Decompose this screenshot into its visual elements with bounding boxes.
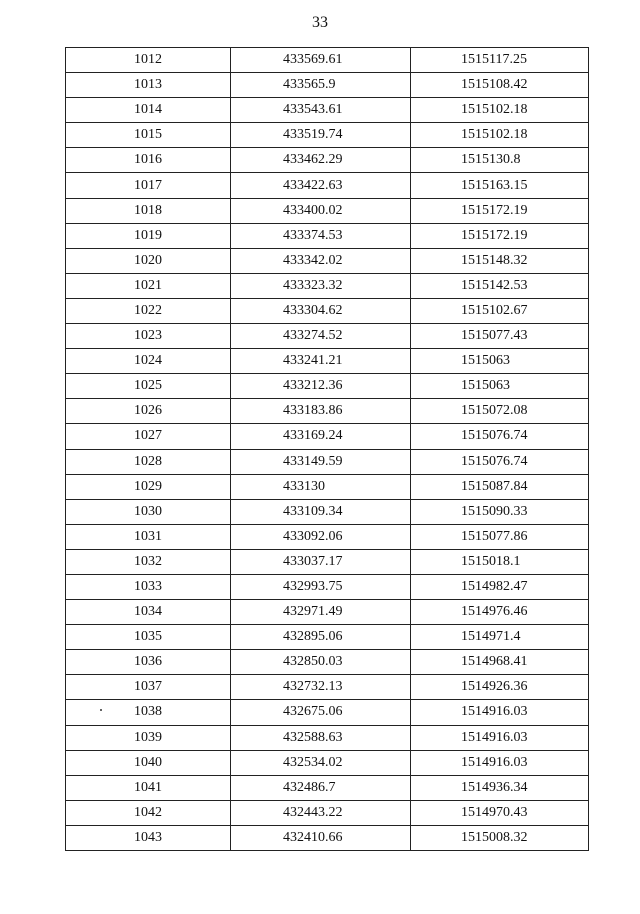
x-coordinate-cell: 433400.02 bbox=[231, 198, 411, 223]
y-coordinate-cell: 1515063 bbox=[411, 349, 589, 374]
table-row bbox=[66, 625, 589, 650]
point-number-cell: 1037 bbox=[66, 675, 231, 700]
point-number-cell: 1016 bbox=[66, 148, 231, 173]
point-number-cell: 1018 bbox=[66, 198, 231, 223]
point-number-cell: 1041 bbox=[66, 775, 231, 800]
table-row bbox=[66, 73, 589, 98]
table-row bbox=[66, 750, 589, 775]
y-coordinate-cell: 1515142.53 bbox=[411, 273, 589, 298]
y-coordinate-cell: 1514968.41 bbox=[411, 650, 589, 675]
y-coordinate-cell: 1515148.32 bbox=[411, 248, 589, 273]
point-number-cell: 1031 bbox=[66, 524, 231, 549]
table-row bbox=[66, 324, 589, 349]
table-row bbox=[66, 198, 589, 223]
y-coordinate-cell: 1515172.19 bbox=[411, 198, 589, 223]
x-coordinate-cell: 433109.34 bbox=[231, 499, 411, 524]
x-coordinate-cell: 433462.29 bbox=[231, 148, 411, 173]
point-number-cell: 1022 bbox=[66, 298, 231, 323]
table-row bbox=[66, 725, 589, 750]
x-coordinate-cell: 433374.53 bbox=[231, 223, 411, 248]
x-coordinate-cell: 433422.63 bbox=[231, 173, 411, 198]
table-row bbox=[66, 273, 589, 298]
table-row bbox=[66, 173, 589, 198]
point-number-cell: 1020 bbox=[66, 248, 231, 273]
x-coordinate-cell: 432486.7 bbox=[231, 775, 411, 800]
x-coordinate-cell: 432732.13 bbox=[231, 675, 411, 700]
x-coordinate-cell: 432410.66 bbox=[231, 825, 411, 850]
x-coordinate-cell: 433212.36 bbox=[231, 374, 411, 399]
table-row bbox=[66, 148, 589, 173]
y-coordinate-cell: 1515117.25 bbox=[411, 48, 589, 73]
point-number-cell: 1035 bbox=[66, 625, 231, 650]
y-coordinate-cell: 1515108.42 bbox=[411, 73, 589, 98]
point-number-cell: 1038 bbox=[66, 700, 231, 725]
point-number-cell: 1036 bbox=[66, 650, 231, 675]
coordinate-table bbox=[65, 47, 589, 851]
y-coordinate-cell: 1515130.8 bbox=[411, 148, 589, 173]
table-row bbox=[66, 800, 589, 825]
point-number-cell: 1019 bbox=[66, 223, 231, 248]
coordinate-table-body bbox=[66, 48, 589, 851]
y-coordinate-cell: 1515090.33 bbox=[411, 499, 589, 524]
table-row bbox=[66, 600, 589, 625]
y-coordinate-cell: 1515102.67 bbox=[411, 298, 589, 323]
scan-speck bbox=[100, 709, 102, 711]
table-row bbox=[66, 474, 589, 499]
table-row bbox=[66, 298, 589, 323]
point-number-cell: 1013 bbox=[66, 73, 231, 98]
y-coordinate-cell: 1515102.18 bbox=[411, 98, 589, 123]
y-coordinate-cell: 1514982.47 bbox=[411, 574, 589, 599]
x-coordinate-cell: 433342.02 bbox=[231, 248, 411, 273]
x-coordinate-cell: 432895.06 bbox=[231, 625, 411, 650]
y-coordinate-cell: 1515076.74 bbox=[411, 424, 589, 449]
point-number-cell: 1023 bbox=[66, 324, 231, 349]
x-coordinate-cell: 433183.86 bbox=[231, 399, 411, 424]
y-coordinate-cell: 1515063 bbox=[411, 374, 589, 399]
point-number-cell: 1043 bbox=[66, 825, 231, 850]
point-number-cell: 1015 bbox=[66, 123, 231, 148]
table-row bbox=[66, 374, 589, 399]
x-coordinate-cell: 433169.24 bbox=[231, 424, 411, 449]
point-number-cell: 1034 bbox=[66, 600, 231, 625]
x-coordinate-cell: 432443.22 bbox=[231, 800, 411, 825]
table-row bbox=[66, 424, 589, 449]
point-number-cell: 1039 bbox=[66, 725, 231, 750]
point-number-cell: 1030 bbox=[66, 499, 231, 524]
x-coordinate-cell: 433569.61 bbox=[231, 48, 411, 73]
point-number-cell: 1027 bbox=[66, 424, 231, 449]
x-coordinate-cell: 433565.9 bbox=[231, 73, 411, 98]
table-row bbox=[66, 499, 589, 524]
table-row bbox=[66, 675, 589, 700]
y-coordinate-cell: 1514916.03 bbox=[411, 750, 589, 775]
point-number-cell: 1014 bbox=[66, 98, 231, 123]
y-coordinate-cell: 1514916.03 bbox=[411, 725, 589, 750]
y-coordinate-cell: 1515077.86 bbox=[411, 524, 589, 549]
point-number-cell: 1032 bbox=[66, 549, 231, 574]
y-coordinate-cell: 1515163.15 bbox=[411, 173, 589, 198]
y-coordinate-cell: 1514971.4 bbox=[411, 625, 589, 650]
y-coordinate-cell: 1515018.1 bbox=[411, 549, 589, 574]
y-coordinate-cell: 1515077.43 bbox=[411, 324, 589, 349]
table-row bbox=[66, 574, 589, 599]
page-number: 33 bbox=[312, 14, 328, 31]
point-number-cell: 1012 bbox=[66, 48, 231, 73]
x-coordinate-cell: 432588.63 bbox=[231, 725, 411, 750]
y-coordinate-cell: 1514970.43 bbox=[411, 800, 589, 825]
table-row bbox=[66, 775, 589, 800]
point-number-cell: 1040 bbox=[66, 750, 231, 775]
point-number-cell: 1024 bbox=[66, 349, 231, 374]
table-row bbox=[66, 123, 589, 148]
x-coordinate-cell: 433149.59 bbox=[231, 449, 411, 474]
point-number-cell: 1028 bbox=[66, 449, 231, 474]
table-row bbox=[66, 700, 589, 725]
y-coordinate-cell: 1514936.34 bbox=[411, 775, 589, 800]
y-coordinate-cell: 1515072.08 bbox=[411, 399, 589, 424]
x-coordinate-cell: 433037.17 bbox=[231, 549, 411, 574]
y-coordinate-cell: 1515087.84 bbox=[411, 474, 589, 499]
point-number-cell: 1025 bbox=[66, 374, 231, 399]
table-row bbox=[66, 98, 589, 123]
table-row bbox=[66, 223, 589, 248]
point-number-cell: 1029 bbox=[66, 474, 231, 499]
x-coordinate-cell: 432850.03 bbox=[231, 650, 411, 675]
y-coordinate-cell: 1515102.18 bbox=[411, 123, 589, 148]
table-row bbox=[66, 248, 589, 273]
y-coordinate-cell: 1514976.46 bbox=[411, 600, 589, 625]
x-coordinate-cell: 432534.02 bbox=[231, 750, 411, 775]
y-coordinate-cell: 1515008.32 bbox=[411, 825, 589, 850]
table-row bbox=[66, 549, 589, 574]
point-number-cell: 1033 bbox=[66, 574, 231, 599]
x-coordinate-cell: 432675.06 bbox=[231, 700, 411, 725]
y-coordinate-cell: 1515172.19 bbox=[411, 223, 589, 248]
table-row bbox=[66, 449, 589, 474]
table-row bbox=[66, 48, 589, 73]
table-row bbox=[66, 349, 589, 374]
x-coordinate-cell: 433543.61 bbox=[231, 98, 411, 123]
table-row bbox=[66, 825, 589, 850]
y-coordinate-cell: 1514916.03 bbox=[411, 700, 589, 725]
x-coordinate-cell: 433241.21 bbox=[231, 349, 411, 374]
y-coordinate-cell: 1515076.74 bbox=[411, 449, 589, 474]
table-row bbox=[66, 399, 589, 424]
x-coordinate-cell: 433274.52 bbox=[231, 324, 411, 349]
point-number-cell: 1042 bbox=[66, 800, 231, 825]
x-coordinate-cell: 433519.74 bbox=[231, 123, 411, 148]
table-row bbox=[66, 524, 589, 549]
x-coordinate-cell: 432993.75 bbox=[231, 574, 411, 599]
point-number-cell: 1017 bbox=[66, 173, 231, 198]
x-coordinate-cell: 433323.32 bbox=[231, 273, 411, 298]
x-coordinate-cell: 433304.62 bbox=[231, 298, 411, 323]
x-coordinate-cell: 432971.49 bbox=[231, 600, 411, 625]
point-number-cell: 1021 bbox=[66, 273, 231, 298]
y-coordinate-cell: 1514926.36 bbox=[411, 675, 589, 700]
table-row bbox=[66, 650, 589, 675]
x-coordinate-cell: 433130 bbox=[231, 474, 411, 499]
point-number-cell: 1026 bbox=[66, 399, 231, 424]
x-coordinate-cell: 433092.06 bbox=[231, 524, 411, 549]
